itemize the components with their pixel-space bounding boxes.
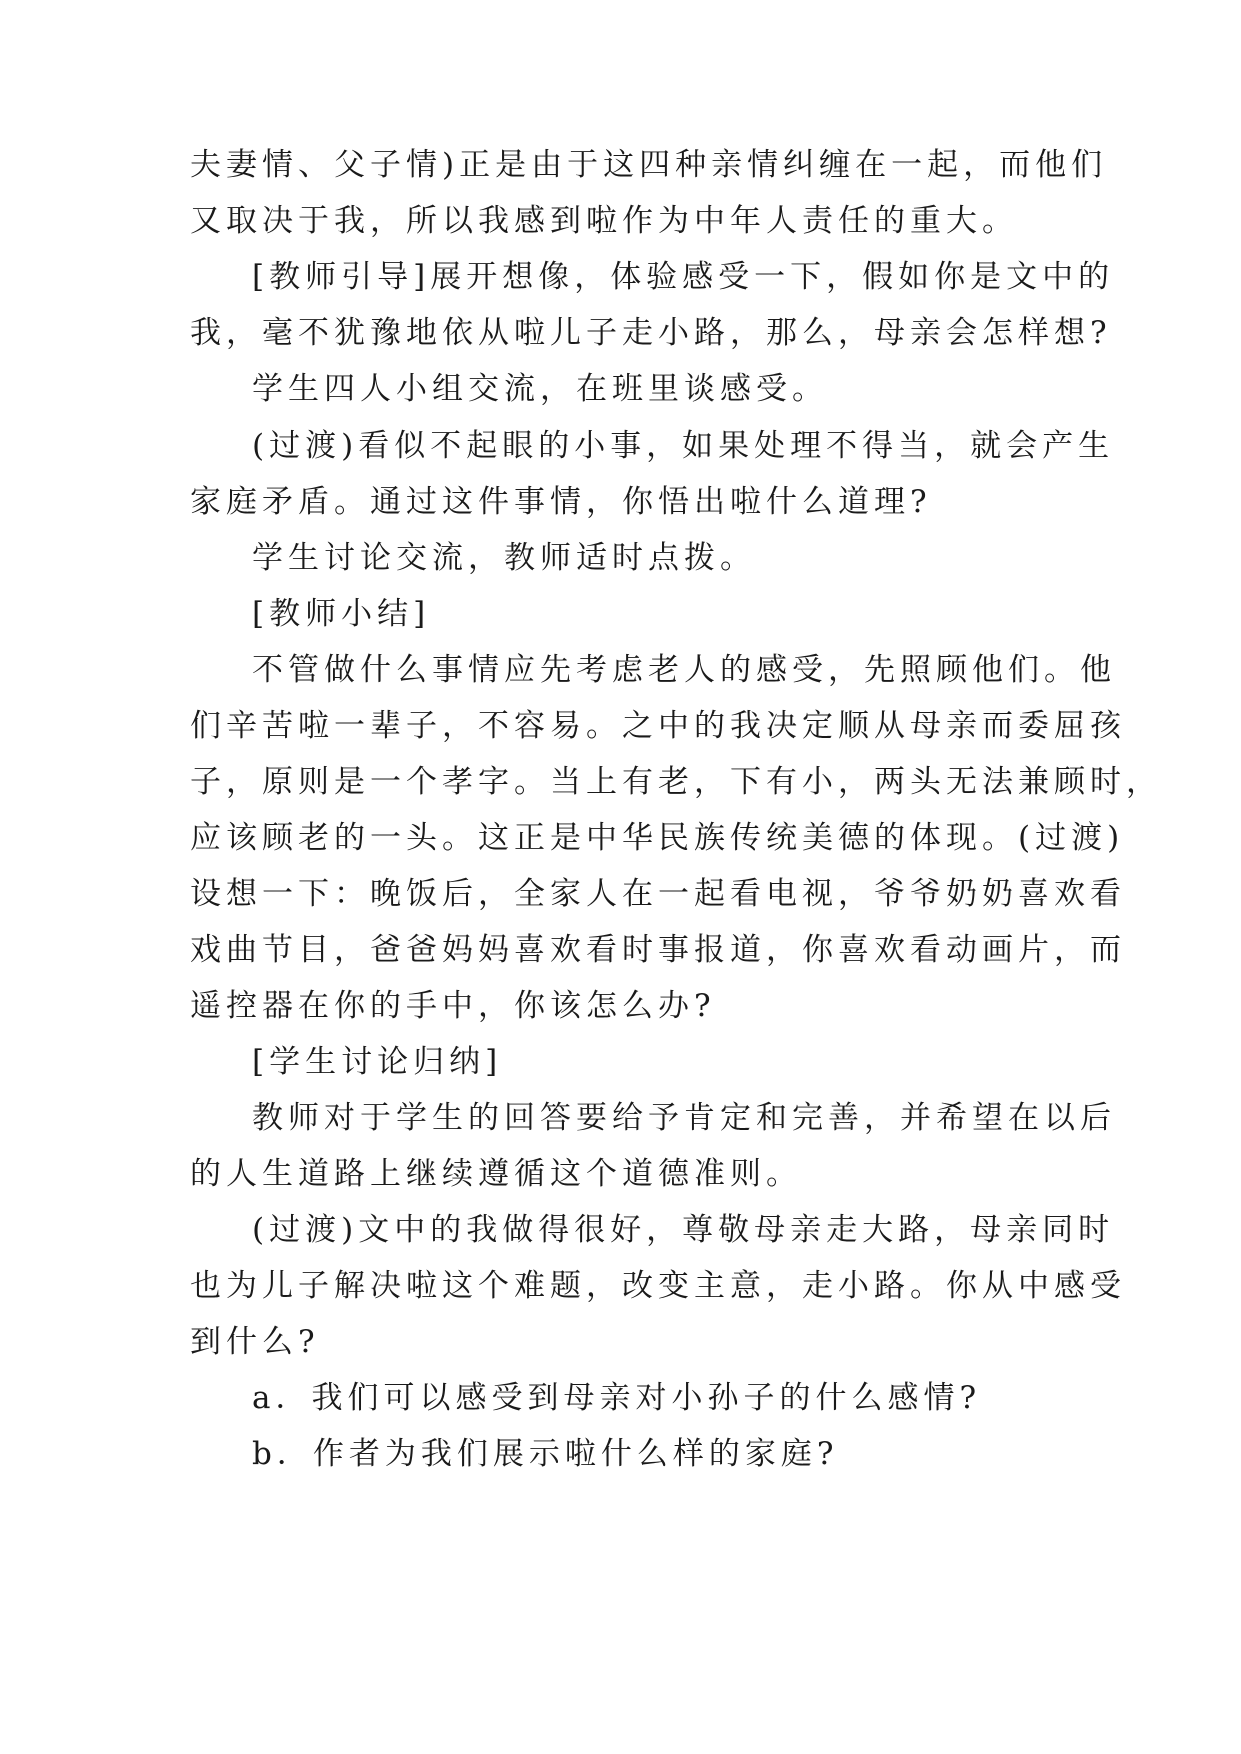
text-line: 设想一下：晚饭后，全家人在一起看电视，爷爷奶奶喜欢看 (190, 876, 1126, 912)
text-line: 到什么? (190, 1324, 320, 1360)
question-item: b．作者为我们展示啦什么样的家庭? (252, 1436, 839, 1472)
section-heading: [教师小结] (252, 596, 431, 632)
text-line: 遥控器在你的手中，你该怎么办? (190, 988, 716, 1024)
text-line: (过渡)文中的我做得很好，尊敬母亲走大路，母亲同时 (252, 1212, 1115, 1248)
text-line: 应该顾老的一头。这正是中华民族传统美德的体现。(过渡) (190, 820, 1125, 856)
text-line: 又取决于我，所以我感到啦作为中年人责任的重大。 (190, 203, 1018, 239)
text-line: 家庭矛盾。通过这件事情，你悟出啦什么道理? (190, 484, 932, 520)
text-line: 夫妻情、父子情)正是由于这四种亲情纠缠在一起，而他们 (190, 147, 1108, 183)
text-line: 我，毫不犹豫地依从啦儿子走小路，那么，母亲会怎样想? (190, 315, 1112, 351)
text-line: 不管做什么事情应先考虑老人的感受，先照顾他们。他 (252, 652, 1116, 688)
text-line: 戏曲节目，爸爸妈妈喜欢看时事报道，你喜欢看动画片，而 (190, 932, 1126, 968)
section-heading: [学生讨论归纳] (252, 1044, 503, 1080)
text-line: 学生四人小组交流，在班里谈感受。 (252, 371, 828, 407)
text-line: (过渡)看似不起眼的小事，如果处理不得当，就会产生 (252, 428, 1115, 464)
text-line: 也为儿子解决啦这个难题，改变主意，走小路。你从中感受 (190, 1268, 1126, 1304)
text-line: 的人生道路上继续遵循这个道德准则。 (190, 1156, 802, 1192)
text-line: 子，原则是一个孝字。当上有老，下有小，两头无法兼顾时， (190, 764, 1162, 800)
text-line: 们辛苦啦一辈子，不容易。之中的我决定顺从母亲而委屈孩 (190, 708, 1126, 744)
text-line: 学生讨论交流，教师适时点拨。 (252, 540, 756, 576)
text-line: 教师对于学生的回答要给予肯定和完善，并希望在以后 (252, 1100, 1116, 1136)
question-item: a．我们可以感受到母亲对小孙子的什么感情? (252, 1380, 982, 1416)
text-line: [教师引导]展开想像，体验感受一下，假如你是文中的 (252, 259, 1115, 295)
